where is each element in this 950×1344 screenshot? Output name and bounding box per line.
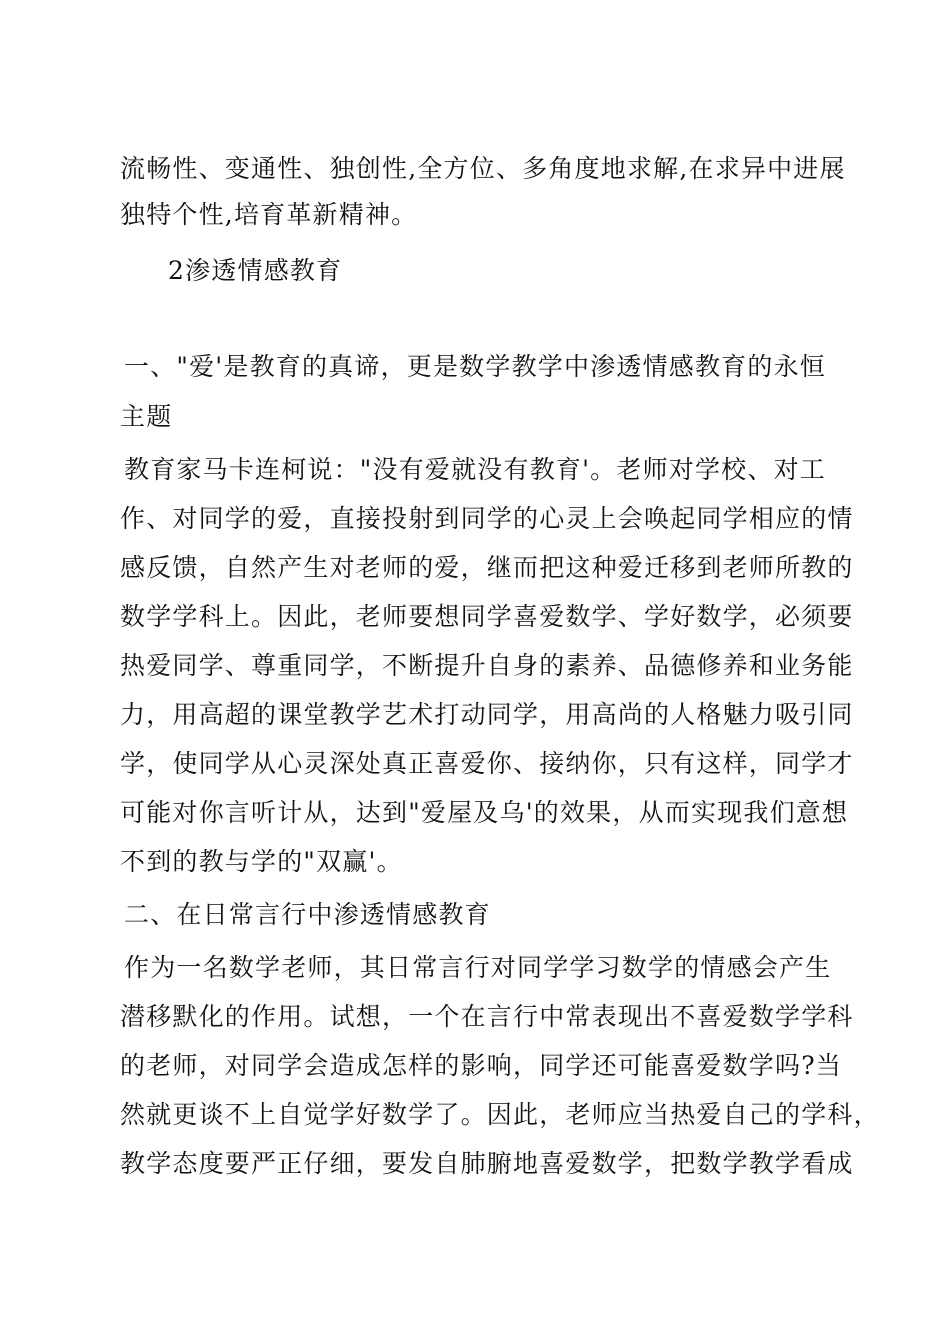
section1-body-line: 可能对你言听计从，达到"爱屋及乌'的效果，从而实现我们意想 [120, 798, 849, 827]
section2-body-line: 作为一名数学老师，其日常言行对同学学习数学的情感会产生 [124, 953, 832, 982]
intro-line-2: 独特个性,培育革新精神。 [120, 200, 418, 229]
section1-heading-line-1: 一、"爱'是教育的真谛，更是数学教学中渗透情感教育的永恒 [124, 352, 826, 381]
section1-body-line: 力，用高超的课堂教学艺术打动同学，用高尚的人格魅力吸引同 [120, 700, 854, 729]
section1-body-line: 教育家马卡连柯说："没有爱就没有教育'。老师对学校、对工 [124, 455, 826, 484]
section1-body-line: 作、对同学的爱，直接投射到同学的心灵上会唤起同学相应的情 [120, 504, 854, 533]
section1-body-line: 数学学科上。因此，老师要想同学喜爱数学、学好数学，必须要 [120, 602, 854, 631]
section2-body-line: 的老师，对同学会造成怎样的影响，同学还可能喜爱数学吗?当 [120, 1051, 843, 1080]
section2-heading: 二、在日常言行中渗透情感教育 [124, 900, 491, 929]
section2-body-line: 教学态度要严正仔细，要发自肺腑地喜爱数学，把数学教学看成 [120, 1149, 854, 1178]
intro-line-1: 流畅性、变通性、独创性,全方位、多角度地求解,在求异中进展 [120, 154, 846, 183]
section2-body-line: 然就更谈不上自觉学好数学了。因此，老师应当热爱自己的学科， [120, 1100, 880, 1129]
section1-body-line: 不到的教与学的"双赢'。 [120, 847, 403, 876]
section1-heading-line-2: 主题 [120, 402, 173, 431]
section1-body-line: 热爱同学、尊重同学，不断提升自身的素养、品德修养和业务能 [120, 651, 854, 680]
section2-body-line: 潜移默化的作用。试想，一个在言行中常表现出不喜爱数学学科 [120, 1002, 854, 1031]
subheading: 2渗透情感教育 [168, 256, 343, 285]
section1-body-line: 学，使同学从心灵深处真正喜爱你、接纳你，只有这样，同学才 [120, 749, 854, 778]
section1-body-line: 感反馈，自然产生对老师的爱，继而把这种爱迁移到老师所教的 [120, 553, 854, 582]
